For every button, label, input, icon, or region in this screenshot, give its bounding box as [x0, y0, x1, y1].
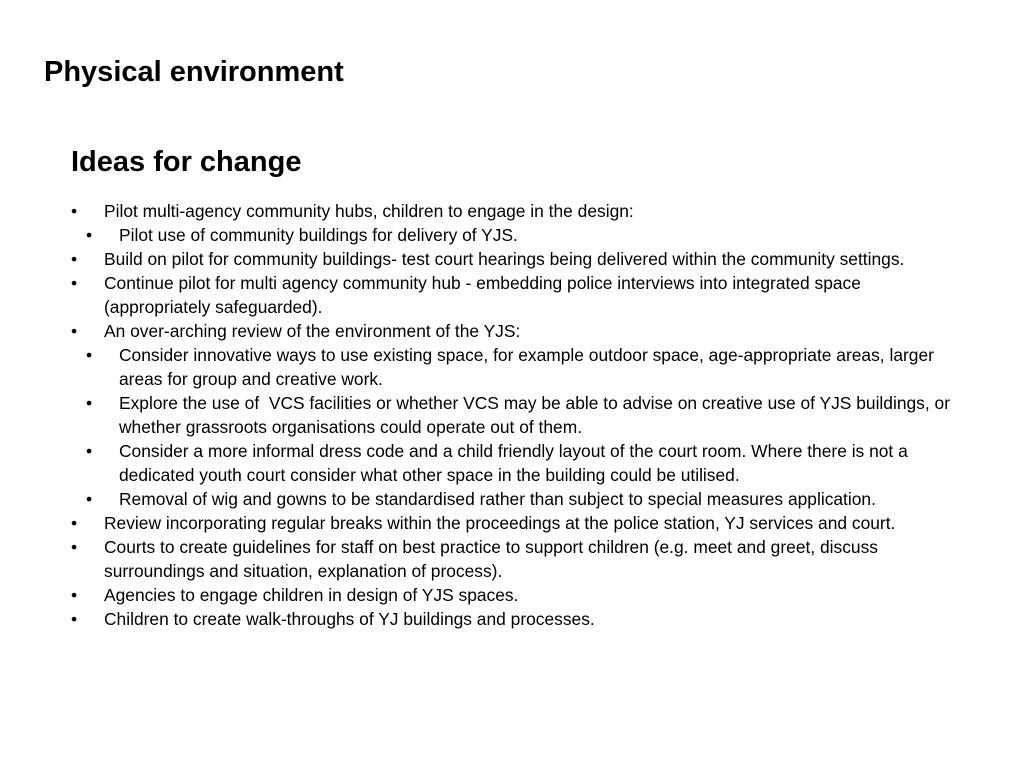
bullet-item [71, 607, 971, 631]
bullet-item [71, 247, 971, 271]
bullet-item [71, 583, 971, 607]
bullet-icon: • [71, 537, 78, 557]
bullet-text: Courts to create guidelines for staff on best practice to support children (e.g. meet and greet, discuss surroundings and situation, explanation of process). [104, 537, 878, 581]
bullet-icon: • [71, 513, 78, 533]
bullet-icon: • [71, 273, 78, 293]
bullet-text: Review incorporating regular breaks within the proceedings at the police station, YJ services and court. [104, 513, 896, 533]
bullet-text: An over-arching review of the environment of the YJS: [104, 321, 521, 341]
bullet-text: Pilot multi-agency community hubs, children to engage in the design: [104, 201, 634, 221]
sub-bullet-item [71, 343, 971, 391]
bullet-icon: • [86, 441, 93, 461]
bullet-icon: • [71, 585, 78, 605]
bullet-text: Consider innovative ways to use existing space, for example outdoor space, age-appropriate areas, larger areas for group and creative work. [119, 345, 934, 389]
bullet-item [71, 319, 971, 343]
bullet-text: Agencies to engage children in design of YJS spaces. [104, 585, 519, 605]
slide-title: Physical environment [44, 56, 344, 88]
sub-bullet-item [71, 223, 971, 247]
ideas-bullet-list [71, 199, 971, 631]
sub-bullet-item [71, 391, 971, 439]
bullet-text: Build on pilot for community buildings- test court hearings being delivered within the community settings. [104, 249, 905, 269]
bullet-icon: • [86, 345, 93, 365]
bullet-item [71, 271, 971, 319]
bullet-text: Continue pilot for multi agency community hub - embedding police interviews into integrated space (appropriately safeguarded). [104, 273, 861, 317]
bullet-icon: • [86, 393, 93, 413]
bullet-icon: • [71, 609, 78, 629]
bullet-icon: • [71, 321, 78, 341]
bullet-text: Explore the use of VCS facilities or whether VCS may be able to advise on creative use of YJS buildings, or whether grassroots organisations could operate out of them. [119, 393, 955, 437]
bullet-item [71, 511, 971, 535]
bullet-icon: • [86, 489, 93, 509]
bullet-icon: • [71, 249, 78, 269]
sub-bullet-item [71, 487, 971, 511]
bullet-item [71, 535, 971, 583]
sub-bullet-item [71, 439, 971, 487]
bullet-text: Consider a more informal dress code and a child friendly layout of the court room. Where there is not a dedicated youth court consider what other space in the building could be utilised. [119, 441, 908, 485]
bullet-item [71, 199, 971, 223]
bullet-icon: • [86, 225, 93, 245]
bullet-text: Pilot use of community buildings for delivery of YJS. [119, 225, 518, 245]
bullet-icon: • [71, 201, 78, 221]
bullet-text: Children to create walk-throughs of YJ buildings and processes. [104, 609, 595, 629]
section-heading: Ideas for change [71, 146, 302, 178]
bullet-text: Removal of wig and gowns to be standardised rather than subject to special measures application. [119, 489, 876, 509]
